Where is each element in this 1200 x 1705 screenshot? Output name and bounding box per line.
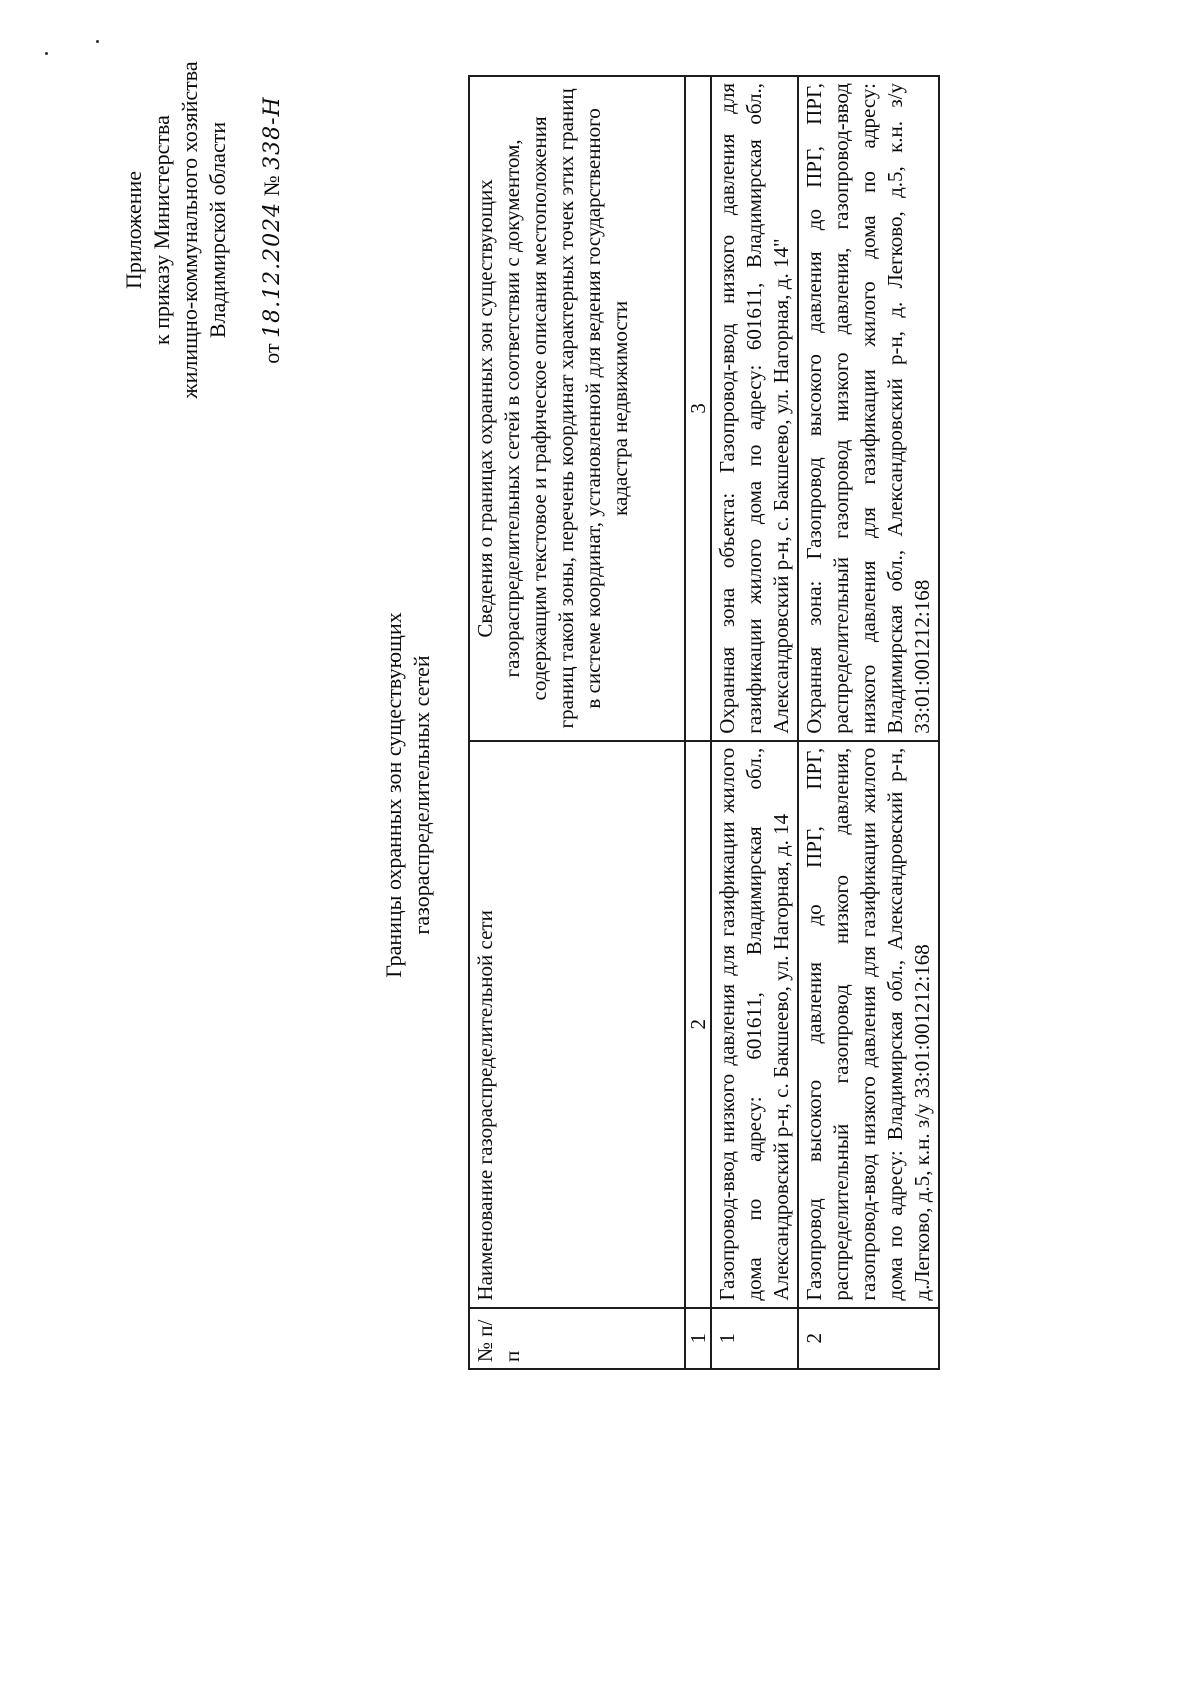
table-row [798,76,939,1369]
table-row [711,76,798,1369]
title-line-1: Границы охранных зон существующих [381,612,406,978]
date-prefix: от [259,343,284,364]
column-number: 3 [685,76,711,741]
ministry-name: жилищно-коммунального хозяйства [177,61,202,399]
column-number: 2 [685,741,711,1308]
header-network-name: Наименование газораспределительной сети [469,741,685,1308]
column-numbers-row [685,76,711,1369]
region-name: Владимирской области [205,121,230,339]
order-number: 338-Н [260,96,285,170]
appendix-label: Приложение [121,170,146,290]
order-reference: к приказу Министерства [149,115,174,345]
title-line-2: газораспределительных сетей [409,655,434,935]
order-date-number [258,50,287,410]
number-prefix: № [259,175,284,197]
document-title [380,445,436,1145]
scan-speck [45,52,48,55]
network-name-cell: Газопровод-ввод низкого давления для газификации жилого дома по адресу: 601611, Владимирская обл., Александровский р-н, с. Бакшеево, ул. Нагорная, д. 14 [711,741,798,1308]
table-header-row [469,76,685,1369]
appendix-header [120,50,287,410]
zone-info-cell: Охранная зона: Газопровод высокого давления до ПРГ, ПРГ, распределительный газопровод низкого давления, газопровод-ввод низкого давления для газификации жилого дома по адресу: Владимирская обл., Александровский р-н, д. Легково, д.5, к.н. з/у 33:01:001212:168 [798,76,939,741]
zone-info-cell: Охранная зона объекта: Газопровод-ввод низкого давления для газификации жилого дома по адресу: 601611, Владимирская обл., Александровский р-н, с. Бакшеево, ул. Нагорная, д. 14" [711,76,798,741]
order-date: 18.12.2024 [260,201,285,338]
protection-zones-table [468,75,940,1370]
scan-speck [96,40,99,43]
row-number: 2 [798,1308,939,1369]
header-number: № п/п [469,1308,685,1369]
row-number: 1 [711,1308,798,1369]
column-number: 1 [685,1308,711,1369]
network-name-cell: Газопровод высокого давления до ПРГ, ПРГ, распределительный газопровод низкого давления, газопровод-ввод низкого давления для газификации жилого дома по адресу: Владимирская обл., Александровский р-н, д.Легково, д.5, к.н. з/у 33:01:001212:168 [798,741,939,1308]
header-zone-info: Сведения о границах охранных зон существующих газораспределительных сетей в соответствии с документом, содержащим текстовое и графическое описания местоположения границ такой зоны, перечень координат характерных точек этих границ в системе координат, установленной для ведения государственного кадастра недвижимости [469,76,685,741]
